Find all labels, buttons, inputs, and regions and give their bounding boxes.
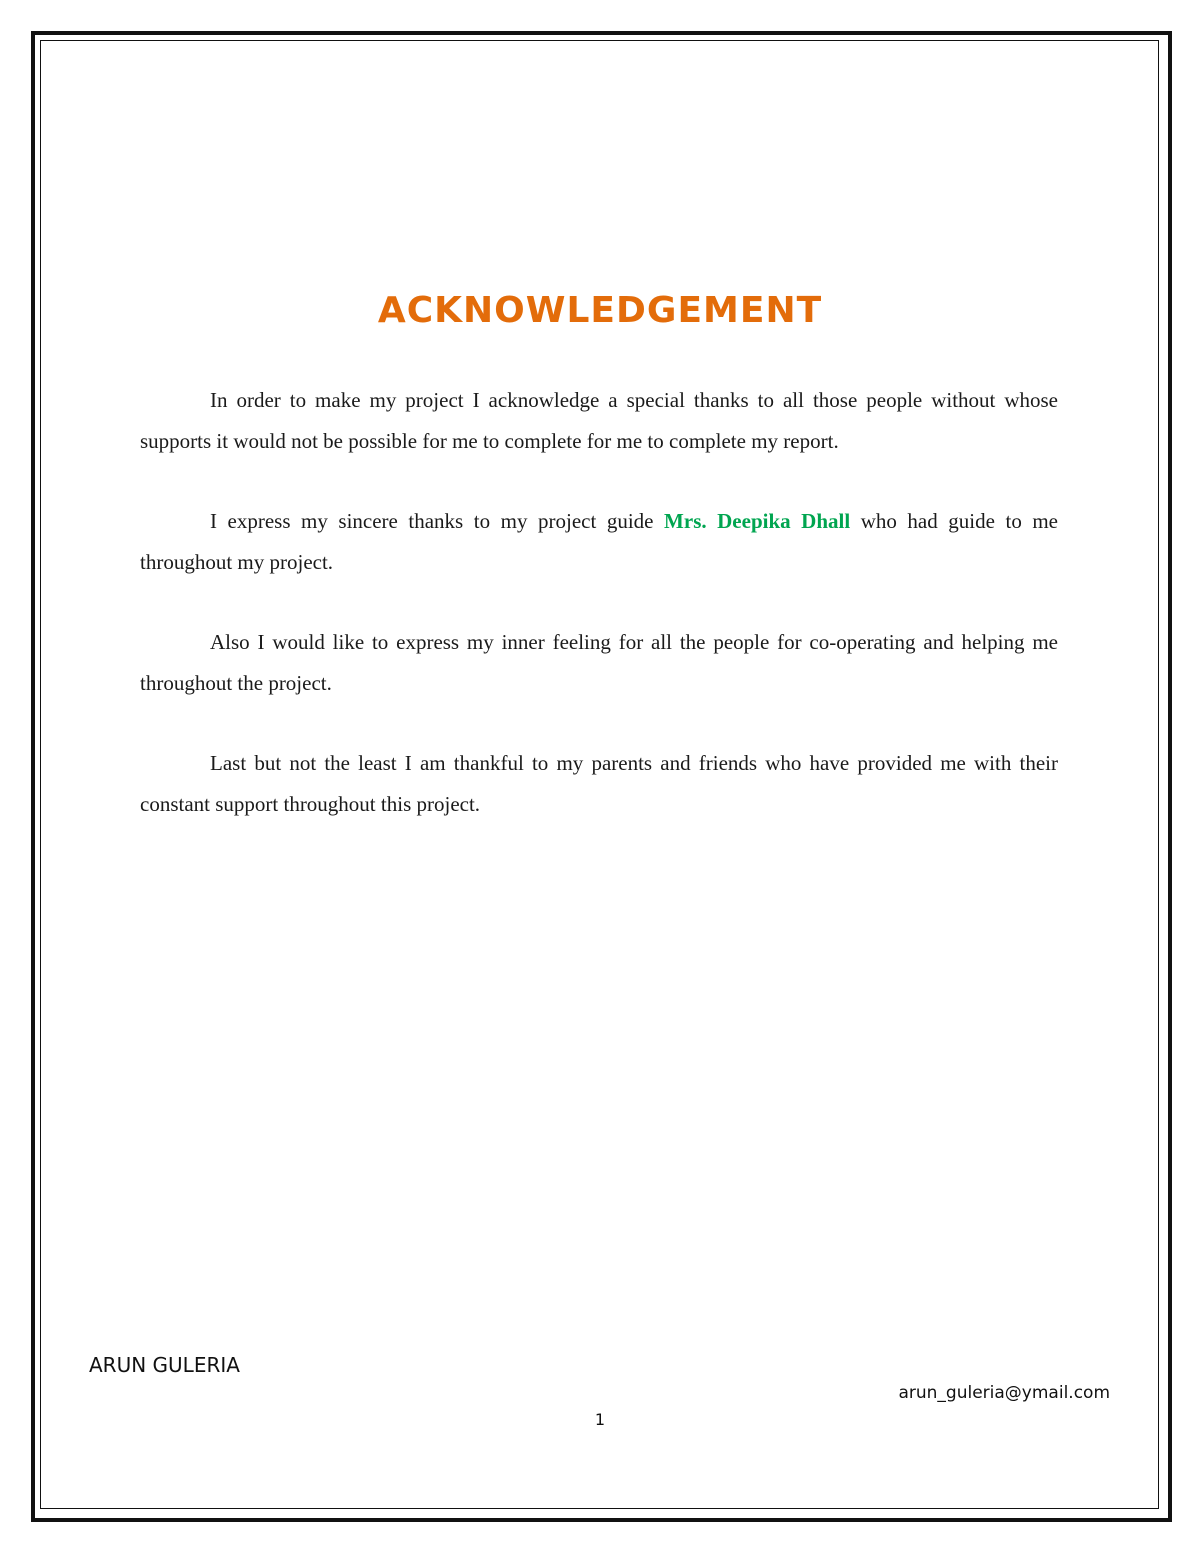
author-name: ARUN GULERIA xyxy=(89,1353,240,1377)
page-title: ACKNOWLEDGEMENT xyxy=(377,290,823,331)
guide-name: Mrs. Deepika Dhall xyxy=(664,509,851,533)
paragraph-2 xyxy=(140,501,1058,583)
acknowledgement-body xyxy=(140,380,1058,864)
paragraph-2-start: I express my sincere thanks to my project guide xyxy=(210,509,665,533)
author-email: arun_guleria@ymail.com xyxy=(898,1383,1110,1403)
paragraph-3: Also I would like to express my inner feeling for all the people for co-operating and helping me throughout the project. xyxy=(140,630,1058,695)
paragraph-4: Last but not the least I am thankful to my parents and friends who have provided me with their constant support throughout this project. xyxy=(140,751,1058,816)
paragraph-2-end: who had guide to me throughout my project. xyxy=(140,509,1059,574)
paragraph-1: In order to make my project I acknowledge a special thanks to all those people without whose supports it would not be possible for me to complete for me to complete my report. xyxy=(140,388,1058,453)
page-number: 1 xyxy=(594,1410,606,1429)
